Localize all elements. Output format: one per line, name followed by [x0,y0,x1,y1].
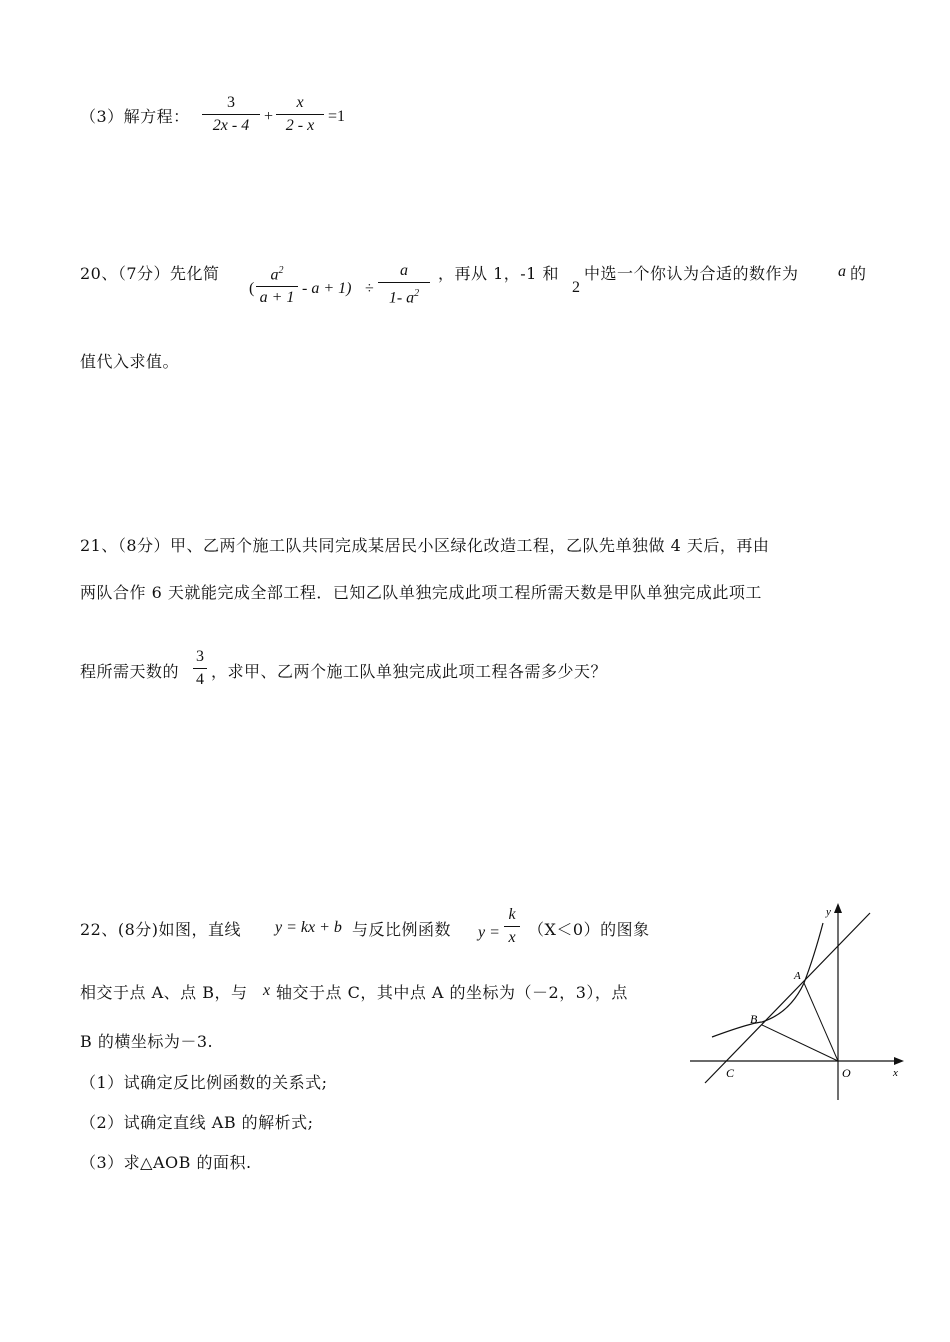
q20-fraction-1 [256,262,298,307]
q19-3-plus: + [264,108,274,125]
q19-3-label: （3）解方程： [80,107,190,126]
q21-frac-numerator: 3 [196,648,204,665]
q20-minus-part: - a + 1) [302,280,352,297]
q21-line-3-pre: 程所需天数的 [80,662,180,681]
q20-line-2: 值代入求值。 [80,352,180,371]
q20-tail-3: 的 [850,264,867,283]
q22-mid-text: 与反比例函数 [352,920,452,939]
q20-f1-denominator: a + 1 [259,289,295,307]
label-c: C [726,1066,735,1080]
x-axis-arrow-icon [894,1057,904,1065]
segment-bo [762,1025,838,1061]
q22-eq2-lhs: y = [478,924,500,941]
q22-line-2-b: 轴交于点 C，其中点 A 的坐标为（－2，3），点 [276,983,628,1002]
q20-open-paren: ( [249,280,255,297]
q20-f2-numerator: a [400,262,408,279]
q21-fraction [193,648,207,689]
y-axis-arrow-icon [834,903,842,913]
q22-line-equation: y = kx + b [275,919,342,936]
segment-ao [804,983,838,1061]
q19-3-fraction-1 [202,94,260,135]
q19-3-frac2-denominator: 2 - x [285,117,315,134]
q22-head: 22、(8分)如图，直线 [80,920,242,939]
q22-line-3: B 的横坐标为－3. [80,1032,214,1051]
q19-3-frac1-denominator: 2x - 4 [212,117,250,134]
hyperbola-curve [712,923,823,1037]
q20-fraction-2 [378,262,430,307]
q20-f1-numerator: $a^2$ [270,265,284,284]
q20-head: 20、（7分）先化简 [80,264,220,283]
q21-line-2: 两队合作 6 天就能完成全部工程．已知乙队单独完成此项工程所需天数是甲队单独完成此项工 [80,583,762,602]
label-b: B [750,1012,758,1026]
label-o: O [842,1066,851,1080]
q22-item-1: （1）试确定反比例函数的关系式; [80,1073,328,1092]
q22-eq2-fraction [504,906,520,947]
q22-eq2-numerator: k [508,906,516,923]
q20-tail-2: 中选一个你认为合适的数作为 [584,264,799,283]
q20-number-two: 2 [572,279,580,296]
q21-frac-denominator: 4 [196,671,204,688]
q22-item-2: （2）试确定直线 AB 的解析式; [80,1113,314,1132]
q20-f2-denominator: 1- $a^2$ [388,288,420,307]
q22-line-2-a: 相交于点 A、点 B，与 [80,983,248,1002]
q20-tail-1: ，再从 1，-1 和 [438,264,559,283]
q22-line-2-x: x [263,982,271,999]
q19-3-fraction-2 [276,94,324,135]
line-ab [705,913,870,1083]
q22-figure [690,895,910,1105]
q21-line-1: 21、（8分）甲、乙两个施工队共同完成某居民小区绿化改造工程，乙队先单独做 4 天后，再由 [80,536,770,555]
q20-divide: ÷ [365,280,374,297]
q21-line-3-post: ，求甲、乙两个施工队单独完成此项工程各需多少天？ [211,662,608,681]
q22-eq2-denominator: x [508,929,516,946]
label-y: y [826,906,831,918]
q19-3-rhs: =1 [328,108,346,125]
q20-var-a: a [838,263,846,280]
q19-3-frac1-numerator: 3 [227,94,235,111]
q19-3-frac2-numerator: x [296,94,304,111]
q22-condition: （X＜0）的图象 [528,920,650,939]
label-a: A [794,970,801,982]
q22-item-3: （3）求△AOB 的面积. [80,1153,252,1172]
label-x: x [893,1067,898,1079]
